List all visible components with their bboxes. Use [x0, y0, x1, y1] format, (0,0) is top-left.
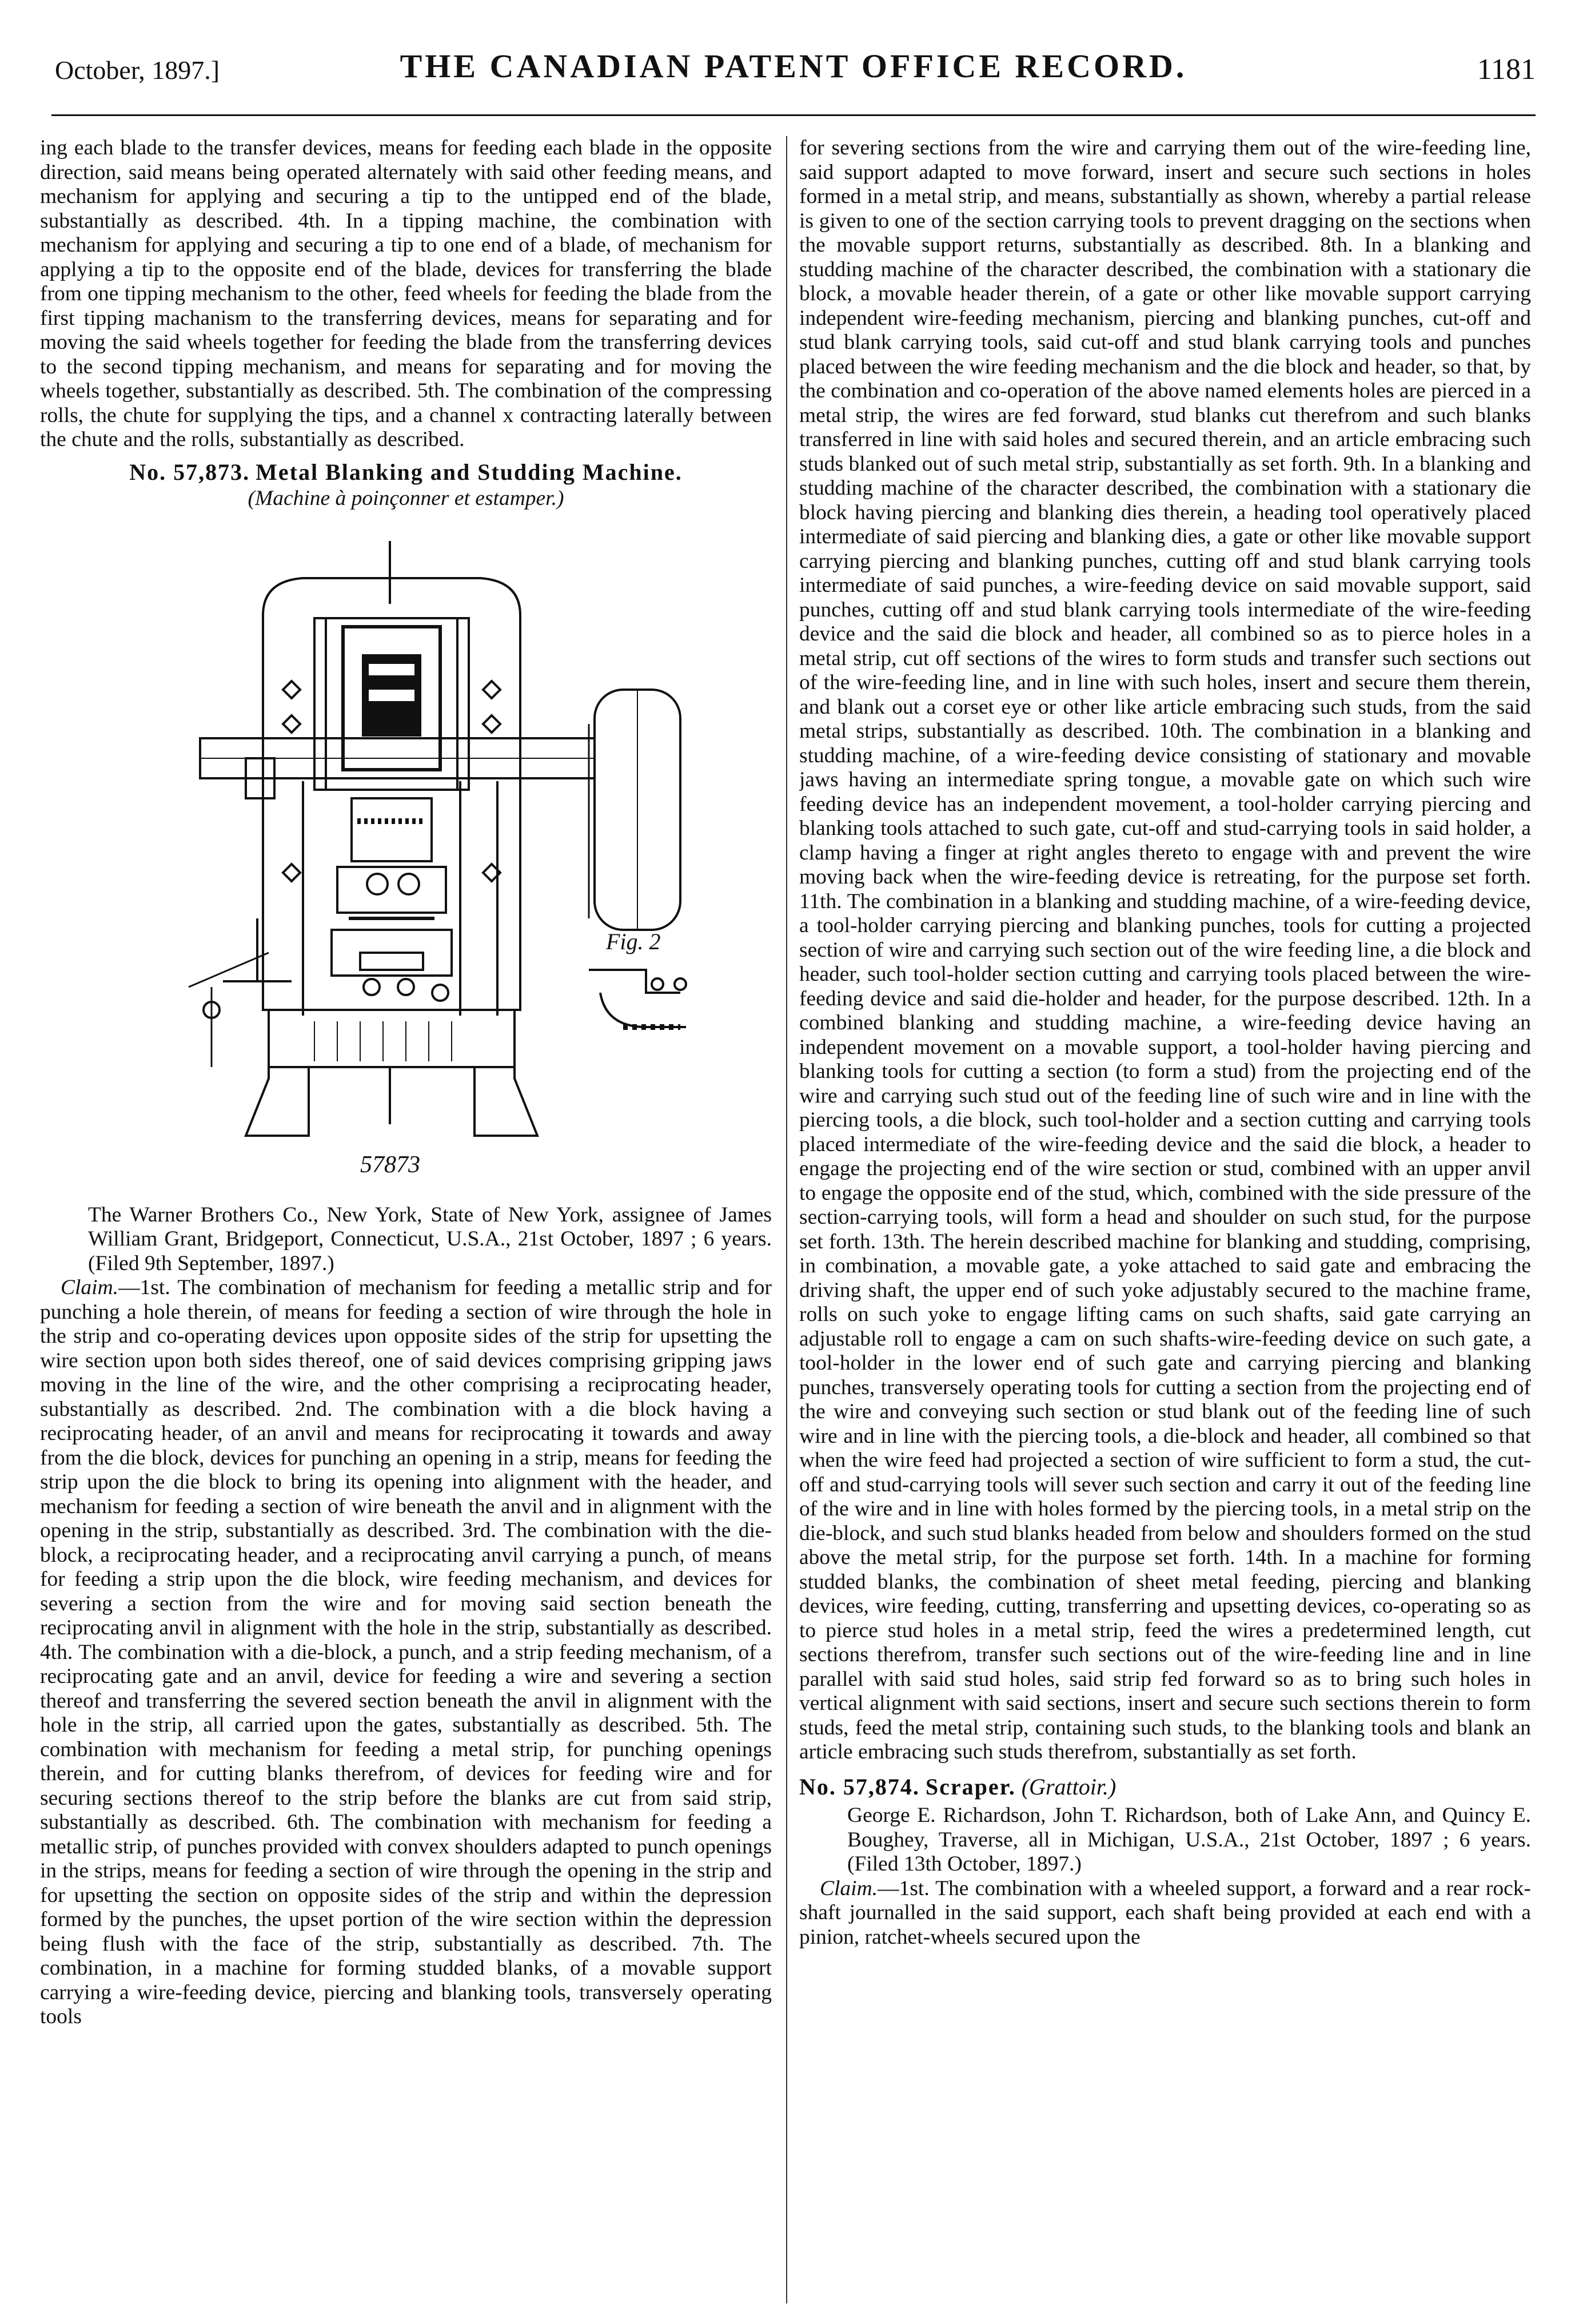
page-number: 1181	[1477, 53, 1536, 86]
figure-label: Fig. 2	[606, 928, 661, 954]
patent-heading	[799, 1775, 1531, 1800]
left-column	[40, 136, 772, 2303]
patent-number: No. 57,874.	[799, 1773, 920, 1800]
patent-number: No. 57,873.	[129, 459, 250, 485]
page-header	[0, 0, 1587, 132]
claim-label: Claim.	[61, 1276, 119, 1299]
claims-paragraph	[40, 1276, 772, 2029]
assignee-info: The Warner Brothers Co., New York, State of New York, assignee of James William Grant, Bridgeport, Connecticut, U.S.A., 21st October, 1897 ; 6 years. (Filed 9th September, 1897.)	[88, 1203, 772, 1275]
claims-paragraph	[799, 1877, 1531, 1950]
header-date: October, 1897.]	[55, 55, 220, 85]
patent-subtitle: (Machine à poinçonner et estamper.)	[248, 487, 564, 510]
continued-claims-text: ing each blade to the transfer devices, means for feeding each blade in the opposite direction, said means being operated alternately with said other feeding means, and mechanism for applying and securing a tip to the untipped end of the blade, substantially as described. 4th. In a tipping machine, the combination with mechanism for applying and securing a tip to one end of a blade, of mechanism for applying a tip to the opposite end of the blade, devices for transferring the blade from one tipping mechanism to the other, feed wheels for feeding the blade from the first tipping machanism to the transferring devices, means for separating and for moving the said wheels together for feeding the blade from the transferring devices to the second tipping mechanism, and means for separating and for moving the wheels together, substantially as described. 5th. The combination of the compressing rolls, the chute for supplying the tips, and a channel x contracting laterally between the chute and the rolls, substantially as described.	[40, 136, 772, 451]
column-divider	[786, 136, 787, 2303]
figure-caption: 57873	[360, 1151, 420, 1178]
patent-name: Metal Blanking and Studding Machine.	[256, 459, 683, 485]
continued-claims-text: for severing sections from the wire and carrying them out of the wire-feeding line, said support adapted to move forward, insert and secure such sections in holes formed in a metal strip, and means, substantially as shown, whereby a partial release is given to one of the section carrying tools to prevent dragging on the sections when the movable support returns, substantially as described. 8th. In a blanking and studding machine of the character described, the combination with a stationary die block, a movable header therein, of a gate or other like movable support carrying independent wire-feeding mechanism, piercing and blanking punches, cut-off and stud blank carrying tools, said cut-off and stud blank carrying tools and punches placed between the wire feeding mechanism and the die block and header, so that, by the combination and co-operation of the above named elements holes are pierced in a metal strip, the wires are fed forward, stud blanks cut therefrom and such blanks transferred in line with said holes and secured therein, and an article embracing such studs blanked out of such metal strip, substantially as set forth. 9th. In a blanking and studding machine of the character described, the combination with a stationary die block having piercing and blanking dies therein, a heading tool operatively placed intermediate of said piercing and blanking dies, a gate or other like movable support carrying piercing and blanking punches, cutting off and stud blank carrying tools intermediate of said punches, a wire-feeding device on said movable support, said punches, cutting off and stud blank carrying tools intermediate of the wire-feeding device and the said die block and header, all combined so as to pierce holes in a metal strip, cut off sections of the wires to form studs and transfer such sections out of the wire-feeding line, and in line with such holes, insert and secure them therein, and blank out a corset eye or other like article embracing such studs, from the said metal strips, substantially as described. 10th. The combination in a blanking and studding machine, of a wire-feeding device consisting of stationary and movable jaws having an intermediate spring tongue, a movable gate on which such wire feeding device has an independent movement, a tool-holder carrying piercing and blanking tools attached to such gate, cut-off and stud-carrying tools in said holder, a clamp having a finger at right angles thereto to engage with and prevent the wire moving back when the wire-feeding device is retreating, for the purpose set forth. 11th. The combination in a blanking and studding machine, of a wire-feeding device, a tool-holder carrying piercing and blanking punches, tools for cutting a projected section of wire and carrying such section out of the wire feeding line, a die block and header, such tool-holder section cutting and carrying tools placed between the wire-feeding device and said die-holder and header, for the purpose described. 12th. In a combined blanking and studding machine, a wire-feeding device having an independent movement on a movable support, a tool-holder having piercing and blanking tools for cutting a section (to form a stud) from the projecting end of the wire and carrying such stud out of the feeding line of such wire and in line with the piercing tools, a die block, such tool-holder and a section cutting and carrying tools placed intermediate of the wire-feeding device and the said die block, a header to engage the projecting end of the wire section or stud, combined with an upper anvil to engage the opposite end of the stud, which, combined with the side pressure of the section-carrying tools, will form a head and shoulder on such stud, for the purpose set forth. 13th. The herein described machine for blanking and studding, comprising, in combination, a movable gate, a yoke attached to said gate and embracing the driving shaft, the upper end of such yoke adjustably secured to the machine frame, rolls on such yoke to engage lifting cams on such shafts, said gate carrying an adjustable roll to engage a cam on such shafts-wire-feeding device on such gate, a tool-holder in the lower end of such gate and carrying piercing and blanking punches, transversely operating tools for cutting a section from the projecting end of the wire and conveying such section or stud blank out of the feeding line of such wire and in line with the piercing tools, a die-block and header, all combined so that when the wire feed had projected a section of wire sufficient to form a stud, the cut-off and stud-carrying tools will sever such section and carry it out of the feeding line of the wire and in line with holes formed by the piercing tools, in a metal strip on the die-block, and such stud blanks headed from below and shoulders formed on the stud above the metal strip, for the purpose set forth. 14th. In a machine for forming studded blanks, the combination of sheet metal feeding, piercing and blanking devices, wire feeding, cutting, transferring and upsetting devices, co-operating so as to pierce stud holes in a metal strip, feed the wires a predetermined length, cut sections therefrom, transfer such sections out of the wire-feeding line and in line parallel with said stud holes, said strip fed forward so as to bring such holes in vertical alignment with said sections, insert and secure such sections therein to form studs, feed the metal strip, containing such studs, to the blanking tools and blank an article embracing such studs therefrom, substantially as set forth.	[799, 136, 1531, 1764]
claims-text: —1st. The combination with a wheeled support, a forward and a rear rock-shaft journalled in the said support, each shaft being provided at each end with a pinion, ratchet-wheels secured upon the	[799, 1876, 1531, 1949]
patent-heading	[40, 460, 772, 485]
assignee-info: George E. Richardson, John T. Richardson, both of Lake Ann, and Quincy E. Boughey, Traverse, all in Michigan, U.S.A., 21st October, 1897 ; 6 years. (Filed 13th October, 1897.)	[847, 1804, 1531, 1876]
header-rule	[51, 114, 1536, 116]
claims-text: —1st. The combination of mechanism for feeding a metallic strip and for punching a hole therein, of means for feeding a section of wire through the hole in the strip and co-operating devices upon opposite sides of the strip for upsetting the wire section upon both sides thereof, one of said devices comprising gripping jaws moving in the line of the wire, and the other comprising a reciprocating header, substantially as described. 2nd. The combination with a die block having a reciprocating header, of an anvil and means for reciprocating it towards and away from the die block, devices for punching an opening in a strip, means for feeding the strip upon the die block to bring its opening into alignment with the header, and mechanism for feeding a section of wire beneath the anvil and in alignment with the opening in the strip, substantially as described. 3rd. The combination with the die-block, a reciprocating header, and a reciprocating anvil carrying a punch, of means for feeding a strip upon the die block, wire feeding mechanism, and devices for severing a section from the wire and for moving said section beneath the reciprocating anvil in alignment with the hole in the strip, substantially as described. 4th. The combination with a die-block, a punch, and a strip feeding mechanism, of a reciprocating gate and an anvil, device for feeding a wire and severing a section thereof and transferring the severed section beneath the anvil in alignment with the hole in the strip, all carried upon the gates, substantially as described. 5th. The combination with mechanism for feeding a metal strip, for punching openings therein, and for cutting blanks therefrom, of devices for feeding wire and for securing sections thereof to the strip before the blanks are cut from said strip, substantially as described. 6th. The combination with mechanism for feeding a metallic strip, of punches provided with convex shoulders adapted to punch openings in the strips, means for feeding a section of wire through the opening in the strip and for upsetting the section on opposite sides of the strip and within the depression formed by the punches, the upset portion of the wire section within the depression being flush with the face of the strip, substantially as described. 7th. The combination, in a machine for forming studded blanks, of a movable support carrying a wire-feeding device, piercing and blanking tools, transversely operating tools	[40, 1276, 772, 2028]
patent-name: Scraper.	[925, 1773, 1016, 1800]
right-column	[799, 136, 1531, 2303]
claim-label: Claim.	[820, 1876, 878, 1900]
patent-subtitle: (Grattoir.)	[1021, 1773, 1117, 1800]
publication-title: THE CANADIAN PATENT OFFICE RECORD.	[400, 47, 1187, 85]
machine-figure	[40, 518, 772, 1199]
machine-drawing	[40, 518, 772, 1199]
